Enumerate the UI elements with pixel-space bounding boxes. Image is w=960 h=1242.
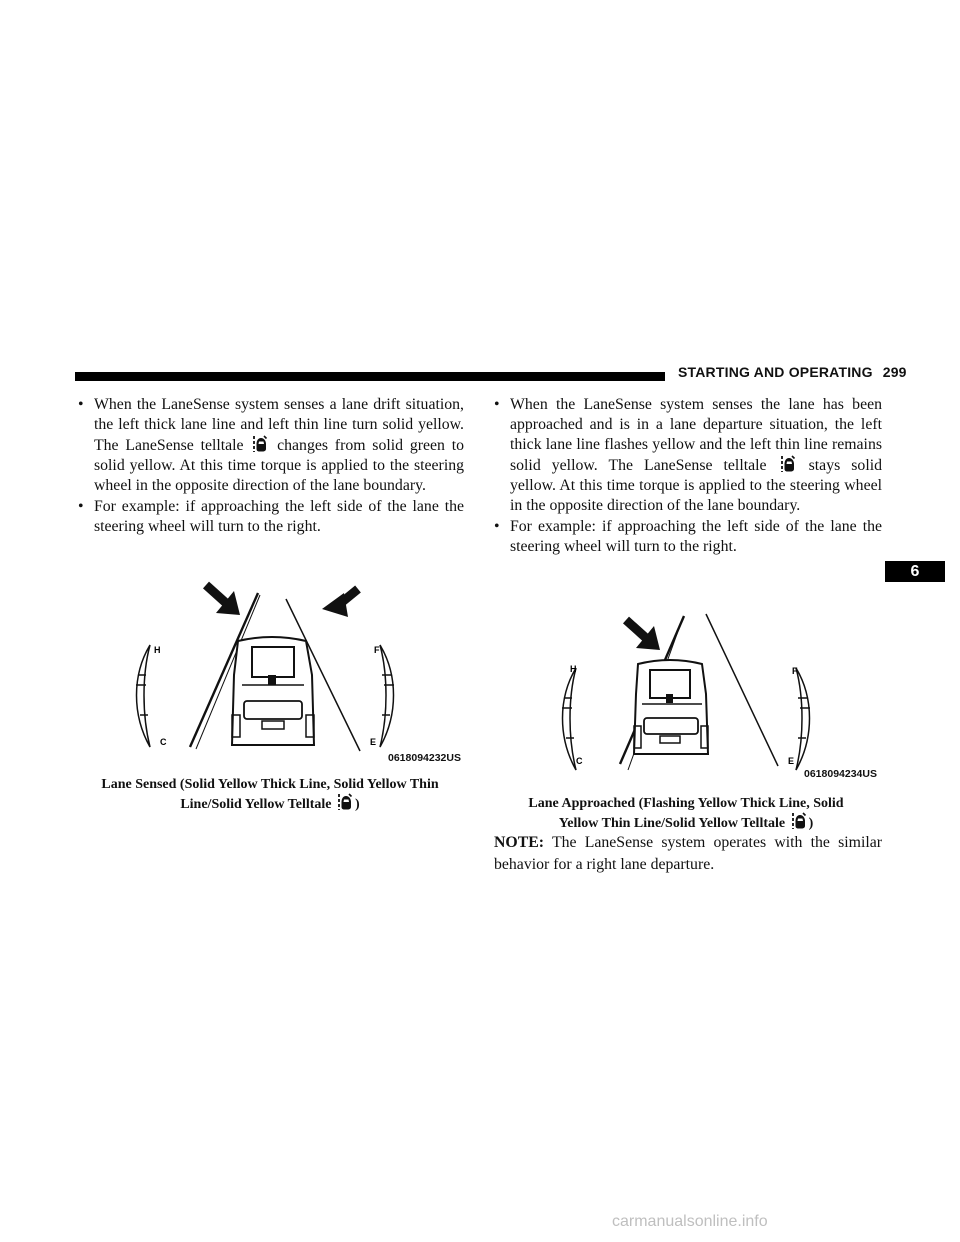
lanesense-telltale-icon xyxy=(337,793,353,811)
label-e: E xyxy=(788,756,795,766)
bullet-text: stays solid yellow. At this time torque is applied to the steering wheel in the opposite direction of the lane boundary. xyxy=(510,457,883,514)
vehicle-icon xyxy=(232,637,314,745)
label-h: H xyxy=(570,664,577,674)
caption-text: Yellow Thin Line/Solid Yellow Telltale xyxy=(558,816,786,831)
caption-end: ) xyxy=(355,797,360,812)
running-header xyxy=(678,364,907,380)
left-column xyxy=(78,395,464,538)
list-item xyxy=(494,517,882,557)
indicator-arrow-icon xyxy=(206,585,240,615)
caption-line: Lane Sensed (Solid Yellow Thick Line, Solid Yellow Thin xyxy=(101,777,439,792)
figure-code: 0618094234US xyxy=(804,768,877,780)
figure-code: 0618094232US xyxy=(388,752,461,764)
label-f: F xyxy=(792,666,798,676)
indicator-arrow-icon xyxy=(322,589,358,617)
indicator-arrow-icon xyxy=(626,620,660,650)
right-column xyxy=(494,395,882,558)
caption-line: Lane Approached (Flashing Yellow Thick Line, Solid xyxy=(528,796,844,811)
left-zone-bracket xyxy=(136,645,150,747)
bullet-text: For example: if approaching the left side of the lane the steering wheel will turn to the right. xyxy=(94,498,464,535)
list-item xyxy=(78,497,464,537)
right-zone-bracket xyxy=(796,668,810,770)
figure-caption xyxy=(78,776,462,813)
bullet-text: changes from solid green to solid yellow. At this time torque is applied to the steering wheel in the opposite direction of the lane boundary. xyxy=(94,437,464,494)
bullet-text: When the LaneSense system senses a lane drift situation, the left thick lane line and left thin line turn solid yellow. The LaneSense telltale xyxy=(94,396,464,454)
header-rule xyxy=(75,372,665,381)
caption-line xyxy=(78,793,462,813)
note-text: The LaneSense system operates with the similar behavior for a right lane departure. xyxy=(494,834,882,873)
list-item xyxy=(494,395,882,516)
lanesense-telltale-icon xyxy=(252,435,268,453)
vehicle-icon xyxy=(634,660,708,754)
section-title: STARTING AND OPERATING xyxy=(678,364,873,380)
label-e: E xyxy=(370,737,377,747)
label-f: F xyxy=(374,645,380,655)
lanesense-telltale-icon xyxy=(791,812,807,830)
bullet-text: For example: if approaching the left side of the lane the steering wheel will turn to the right. xyxy=(510,518,882,555)
left-zone-bracket xyxy=(562,668,576,770)
label-c: C xyxy=(160,737,167,747)
note-paragraph xyxy=(494,832,882,876)
figure-caption xyxy=(500,795,872,832)
caption-line xyxy=(500,812,872,832)
lanesense-telltale-icon xyxy=(780,455,796,473)
bullet-text: When the LaneSense system senses the lane has been approached and is in a lane departure situation, the left thick lane line flashes yellow and the left thin line remains solid yellow. The LaneSense telltale xyxy=(510,396,882,474)
lane-sensed-illustration xyxy=(126,565,461,765)
page-number: 299 xyxy=(882,364,907,380)
right-bullet-list xyxy=(494,395,882,557)
watermark: carmanualsonline.info xyxy=(612,1213,768,1230)
lane-approached-figure xyxy=(556,586,896,781)
right-zone-bracket xyxy=(380,645,394,747)
label-h: H xyxy=(154,645,161,655)
lane-approached-illustration xyxy=(556,586,896,781)
note-label: NOTE: xyxy=(494,834,545,851)
label-c: C xyxy=(576,756,583,766)
lane-sensed-figure xyxy=(126,565,461,765)
caption-text: Line/Solid Yellow Telltale xyxy=(180,797,332,812)
chapter-tab: 6 xyxy=(885,561,945,582)
caption-end: ) xyxy=(808,816,814,831)
list-item xyxy=(78,395,464,496)
left-bullet-list xyxy=(78,395,464,537)
